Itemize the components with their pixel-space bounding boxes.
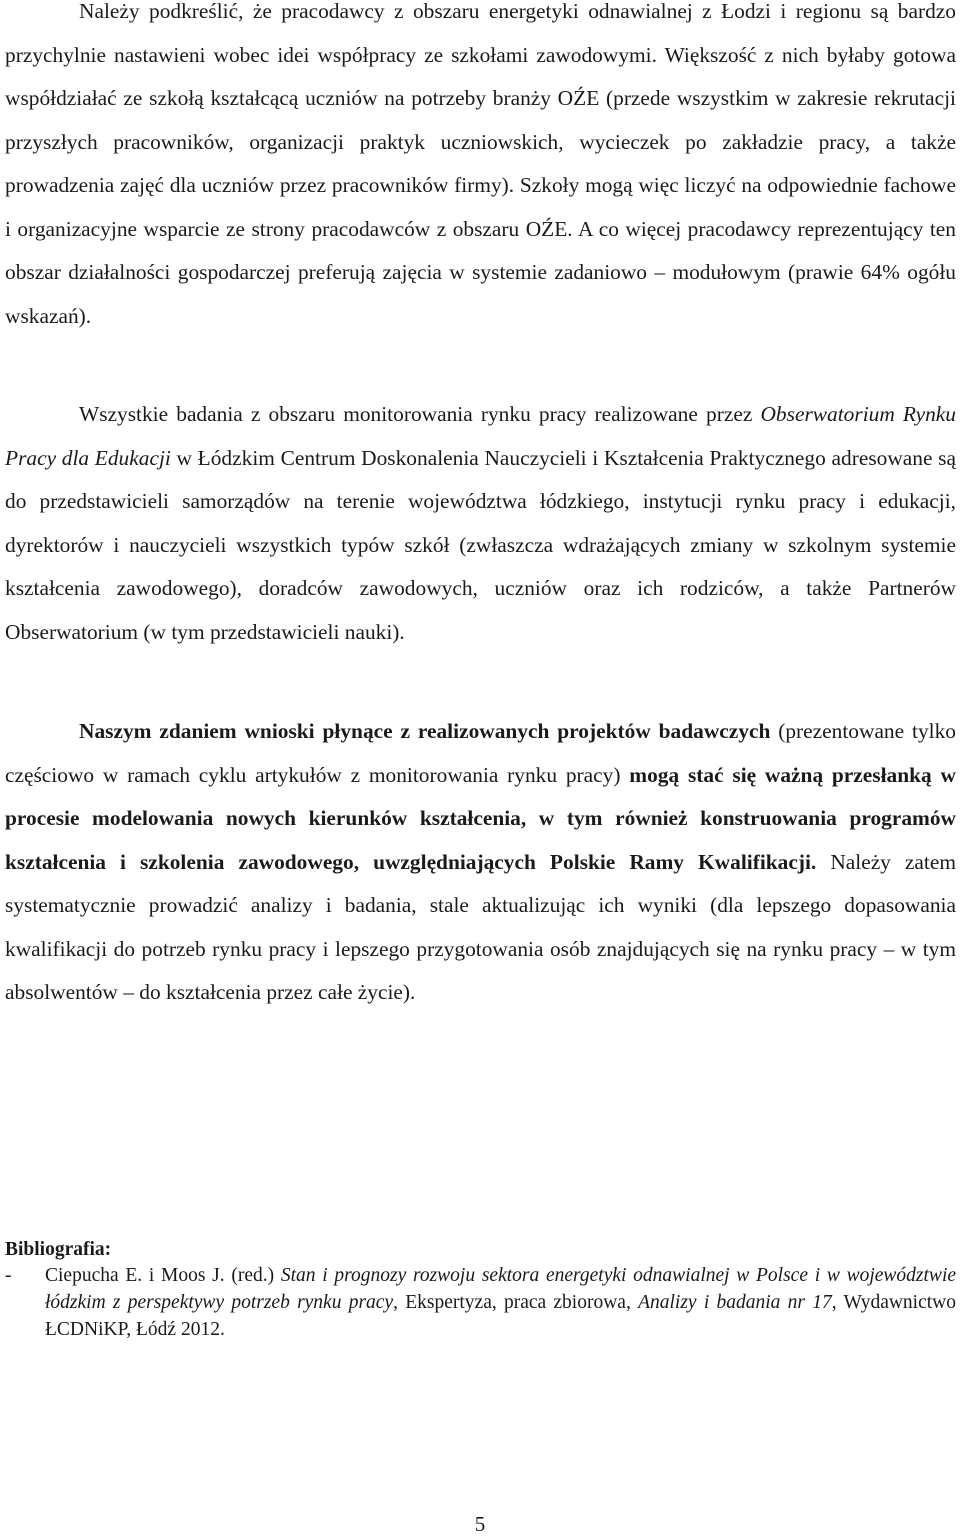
paragraph-conclusions: [5, 710, 956, 1015]
conclusion-bold-statement: mogą stać się ważną przesłanką w procesie modelowania nowych kierunków kształcenia, w tym również konstruowania programów kształcenia i szkolenia zawodowego, uwzględniających Polskie Ramy Kwalifikacji.: [5, 762, 956, 874]
conclusion-bold-lead: Naszym zdaniem wnioski płynące z realizowanych projektów badawczych: [79, 719, 771, 743]
paragraph-text: Należy podkreślić, że pracodawcy z obszaru energetyki odnawialnej z Łodzi i regionu są bardzo przychylnie nastawieni wobec idei współpracy ze szkołami zawodowymi. Większość z nich byłaby gotowa współdziałać ze szkołą kształcącą uczniów na potrzeby branży OŹE (przede wszystkim w zakresie rekrutacji przyszłych pracowników, organizacji praktyk uczniowskich, wycieczek po zakładzie pracy, a także prowadzenia zajęć dla uczniów przez pracowników firmy). Szkoły mogą więc liczyć na odpowiednie fachowe i organizacyjne wsparcie ze strony pracodawców z obszaru OŹE. A co więcej pracodawcy reprezentujący ten obszar działalności gospodarczej preferują zajęcia w systemie zadaniowo – modułowym (prawie 64% ogółu wskazań).: [5, 0, 956, 328]
entry-authors: Ciepucha E. i Moos J. (red.): [45, 1265, 275, 1286]
paragraph-research-audience: [5, 393, 956, 654]
paragraph-text-end: w Łódzkim Centrum Doskonalenia Nauczycieli i Kształcenia Praktycznego adresowane są do przedstawicieli samorządów na terenie województwa łódzkiego, instytucji rynku pracy i edukacji, dyrektorów i nauczycieli wszystkich typów szkół (zwłaszcza wdrażających zmiany w szkolnym systemie kształcenia zawodowego), doradców zawodowych, uczniów oraz ich rodziców, a także Partnerów Obserwatorium (w tym przedstawicieli nauki).: [5, 445, 956, 644]
observatory-name: Obserwatorium Rynku Pracy dla Edukacji: [5, 402, 956, 470]
bibliography-heading: Bibliografia:: [5, 1239, 112, 1260]
entry-title: Stan i prognozy rozwoju sektora energetyki odnawialnej w Polsce i w województwie łódzkim z perspektywy potrzeb rynku pracy: [45, 1265, 957, 1313]
list-dash: -: [5, 1265, 12, 1286]
bibliography-entry: [5, 1262, 956, 1343]
conclusion-recommendation: Należy zatem systematycznie prowadzić analizy i badania, stale aktualizując ich wyniki (dla lepszego dopasowania kwalifikacji do potrzeb rynku pracy i lepszego przygotowania osób znajdujących się na rynku pracy – w tym absolwentów – do kształcenia przez całe życie).: [5, 849, 956, 1004]
entry-publisher: , Wydawnictwo ŁCDNiKP, Łódź 2012.: [45, 1292, 957, 1340]
bibliography-list: [5, 1262, 956, 1343]
page-number: 5: [474, 1512, 486, 1536]
entry-type: , Ekspertyza, praca zbiorowa,: [393, 1292, 631, 1313]
paragraph-text-start: Wszystkie badania z obszaru monitorowania rynku pracy realizowane przez: [79, 402, 753, 426]
paragraph-employers-cooperation: [5, 0, 956, 338]
conclusion-parenthetical: (prezentowane tylko częściowo w ramach cyklu artykułów z monitorowania rynku pracy): [5, 719, 956, 787]
entry-series: Analizy i badania nr 17: [638, 1292, 832, 1313]
